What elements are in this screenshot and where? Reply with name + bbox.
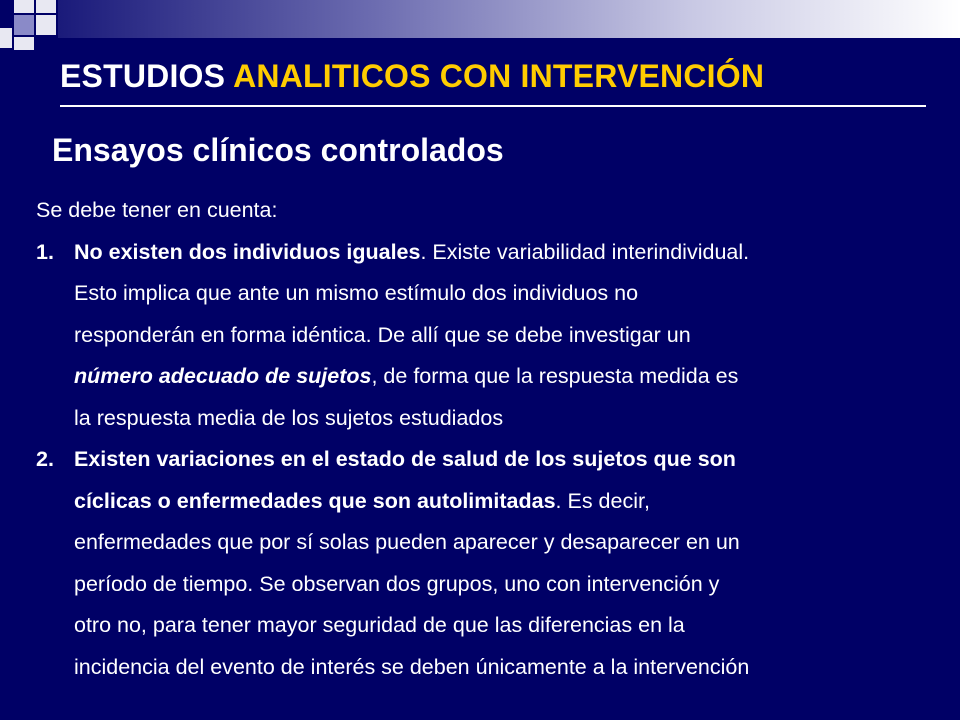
item-line (74, 481, 936, 523)
bold-text: No existen dos individuos iguales (74, 239, 421, 264)
decoration-square (36, 15, 56, 35)
item-line (74, 356, 936, 398)
item-line: otro no, para tener mayor seguridad de que las diferencias en la (74, 613, 685, 637)
item-line (74, 232, 936, 274)
text: . Existe variabilidad interindividual. (420, 239, 750, 264)
slide-body (36, 190, 936, 688)
slide-title (60, 58, 764, 95)
list-item-1 (36, 232, 936, 440)
emphasis-text: número adecuado de sujetos (74, 364, 372, 388)
item-line: enfermedades que por sí solas pueden aparecer y desaparecer en un (74, 530, 740, 554)
title-prefix: ESTUDIOS (60, 58, 234, 94)
text: . Es decir, (555, 488, 650, 513)
decoration-square (14, 0, 34, 13)
item-line: Existen variaciones en el estado de salud de los sujetos que son (74, 447, 736, 471)
item-line: responderán en forma idéntica. De allí que se debe investigar un (74, 322, 691, 347)
list-number: 1. (36, 239, 54, 264)
intro-text: Se debe tener en cuenta: (36, 198, 278, 222)
item-line: período de tiempo. Se observan dos grupos, uno con intervención y (74, 571, 720, 596)
decoration-square (14, 15, 34, 35)
item-line: Esto implica que ante un mismo estímulo dos individuos no (74, 281, 639, 305)
list-number: 2. (36, 447, 54, 471)
header-gradient-bar (58, 0, 960, 38)
title-accent: ANALITICOS CON INTERVENCIÓN (233, 58, 765, 94)
slide-subtitle: Ensayos clínicos controlados (52, 132, 504, 168)
bold-text: cíclicas o enfermedades que son autolimitadas (74, 488, 556, 513)
decoration-square (0, 28, 12, 48)
item-line: incidencia del evento de interés se deben únicamente a la intervención (74, 654, 750, 679)
list-item-2 (36, 439, 936, 688)
decoration-square (36, 0, 56, 13)
text: , de forma que la respuesta medida es (371, 364, 739, 388)
decoration-square (14, 37, 34, 50)
item-line: la respuesta media de los sujetos estudiados (74, 405, 504, 430)
title-divider (60, 105, 926, 107)
